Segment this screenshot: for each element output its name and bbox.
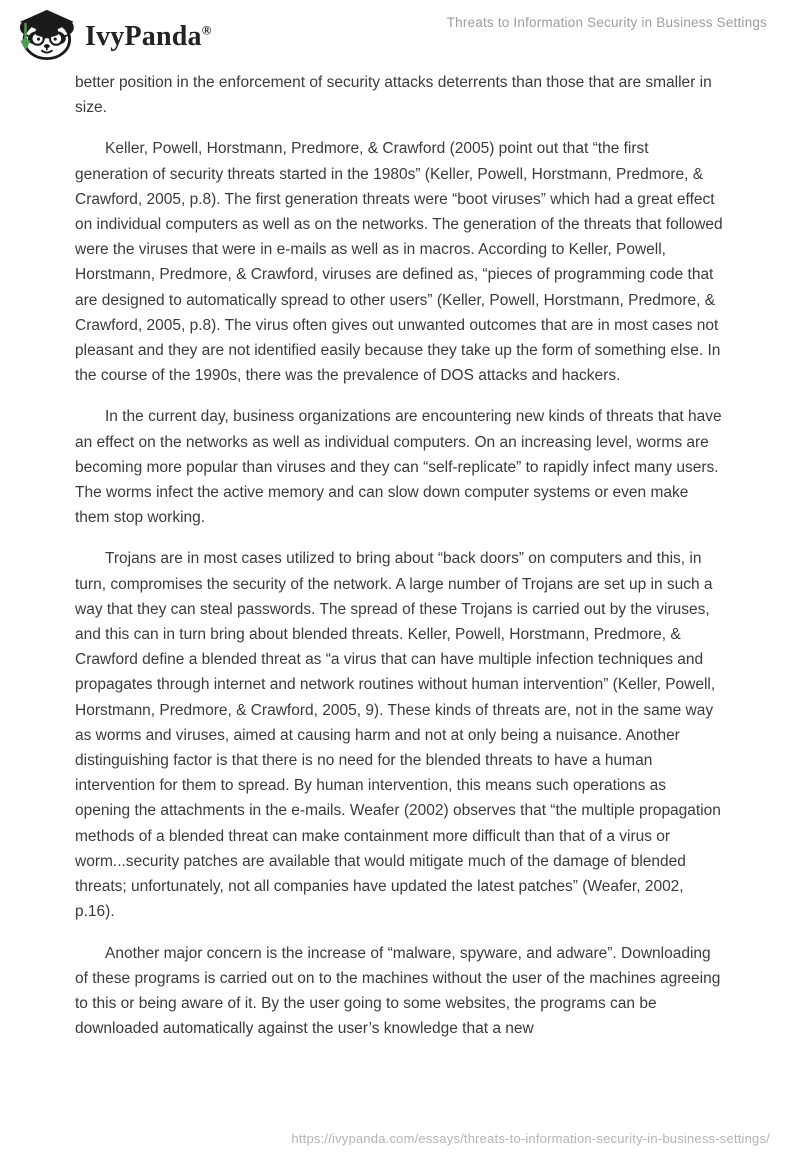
registered-trademark-symbol: ® [201, 22, 212, 38]
page-header [0, 0, 800, 62]
running-header-title: Threats to Information Security in Business Settings [446, 15, 767, 30]
essay-paragraph: Trojans are in most cases utilized to bring about “back doors” on computers and this, in turn, compromises the security of the network. A large number of Trojans are set up in such a way that they can steal passwords. The spread of these Trojans is carried out by the viruses, and this can in turn bring about blended threats. Keller, Powell, Horstmann, Predmore, & Crawford define a blended threat as “a virus that can have multiple infection techniques and propagates through internet and network routines without human intervention” (Keller, Powell, Horstmann, Predmore, & Crawford, 2005, 9). These kinds of threats are, not in the same way as worms and viruses, aimed at causing harm and not at only being a nuisance. Another distinguishing factor is that there is no need for the blended threats to have a human intervention for them to spread. By human intervention, this means such operations as opening the attachments in the e-mails. Weafer (2002) observes that “the multiple propagation methods of a blended threat can make containment more difficult than that of a virus or worm...security patches are available that would mitigate much of the damage of blended threats; unfortunately, not all companies have updated the latest patches” (Weafer, 2002, p.16). [75, 550, 721, 921]
essay-paragraph: better position in the enforcement of security attacks deterrents than those that are smaller in size. [75, 74, 712, 117]
brand-name: IvyPanda [85, 21, 202, 52]
essay-body [75, 70, 723, 1041]
essay-paragraph: Keller, Powell, Horstmann, Predmore, & Crawford (2005) point out that “the first generation of security threats started in the 1980s” (Keller, Powell, Horstmann, Predmore, & Crawford, 2005, p.8). The first generation threats were “boot viruses” which had a great effect on individual computers as well as on the networks. The generation of the threats that followed were the viruses that were in e-mails as well as in macros. According to Keller, Powell, Horstmann, Predmore, & Crawford, viruses are defined as, “pieces of programming code that are designed to automatically spread to other users” (Keller, Powell, Horstmann, Predmore, & Crawford, 2005, p.8). The virus often gives out unwanted outcomes that are in most cases not pleasant and they are not identified easily because they take up the form of something else. In the course of the 1990s, there was the prevalence of DOS attacks and hackers. [75, 140, 723, 385]
essay-paragraph: In the current day, business organizations are encountering new kinds of threats that have an effect on the networks as well as individual computers. On an increasing level, worms are becoming more popular than viruses and they can “self-replicate” to rapidly infect many users. The worms infect the active memory and can slow down computer systems or even make them stop working. [75, 408, 722, 527]
source-url-link[interactable]: https://ivypanda.com/essays/threats-to-information-security-in-business-settings/ [291, 1131, 770, 1146]
page-footer [291, 1130, 770, 1148]
brand-wordmark [85, 23, 212, 51]
panda-graduation-cap-icon [12, 8, 78, 60]
brand-lockup [12, 8, 212, 60]
essay-paragraph: Another major concern is the increase of “malware, spyware, and adware”. Downloading of these programs is carried out on to the machines without the user of the machines agreeing to this or being aware of it. By the user going to some websites, the programs can be downloaded automatically against the user’s knowledge that a new [75, 944, 721, 1038]
